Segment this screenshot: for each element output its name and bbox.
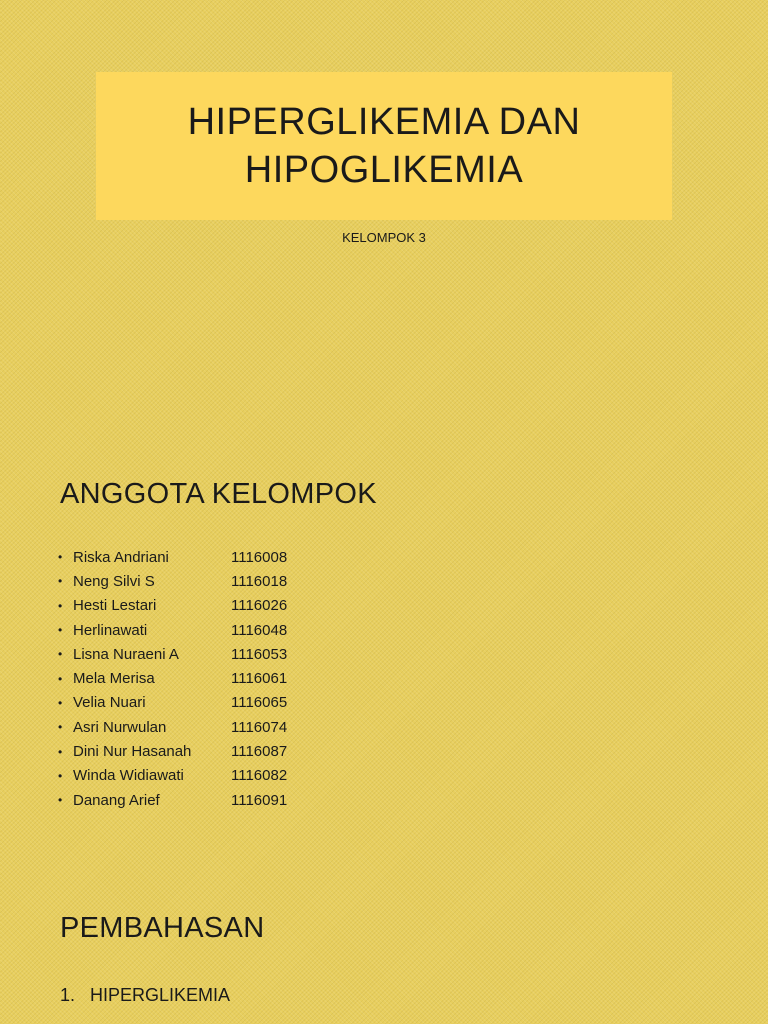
slide-subtitle: KELOMPOK 3 [342,230,426,245]
member-nim: 1116008 [231,548,288,566]
bullet: • [58,598,63,613]
slide-title: HIPERGLIKEMIA DAN HIPOGLIKEMIA [187,101,581,191]
member-nim: 1116065 [231,694,288,712]
member-nim: 1116053 [231,645,288,663]
member-name: Mela Merisa [73,670,155,688]
member-nim: 1116074 [231,718,288,736]
item-number: 1. [60,985,76,1005]
list-item [60,985,230,1006]
member-name: Danang Arief [73,791,160,809]
member-nim: 1116018 [231,572,288,590]
bullet: • [58,793,63,808]
list-item [58,715,311,739]
member-name: Neng Silvi S [73,572,155,590]
member-name: Winda Widiawati [73,767,184,785]
members-heading: ANGGOTA KELOMPOK [60,478,377,510]
list-item [58,788,311,812]
member-name: Riska Andriani [73,548,169,566]
bullet: • [58,695,63,710]
member-nim: 1116026 [231,597,288,615]
list-item [58,764,311,788]
bullet: • [58,550,63,565]
member-name: Hesti Lestari [73,597,157,615]
member-nim: 1116048 [231,621,288,639]
list-item [58,594,311,618]
list-item [58,691,311,715]
bullet: • [58,744,63,759]
list-item [58,545,311,569]
bullet: • [58,768,63,783]
member-nim: 1116082 [231,767,288,785]
member-nim: 1116091 [231,791,288,809]
list-item [58,739,311,763]
member-name: Dini Nur Hasanah [73,743,192,761]
member-name: Velia Nuari [73,694,146,712]
member-nim: 1116061 [231,670,288,688]
bullet: • [58,574,63,589]
bullet: • [58,647,63,662]
list-item [58,618,311,642]
members-list [58,545,311,812]
item-label: HIPERGLIKEMIA [90,985,231,1005]
list-item [58,642,311,666]
bullet: • [58,720,63,735]
title-box [96,72,672,220]
member-name: Herlinawati [73,621,148,639]
list-item [58,666,311,690]
member-nim: 1116087 [231,743,288,761]
member-name: Lisna Nuraeni A [73,645,179,663]
bullet: • [58,623,63,638]
member-name: Asri Nurwulan [73,718,167,736]
discussion-heading: PEMBAHASAN [60,912,265,944]
bullet: • [58,671,63,686]
list-item [58,569,311,593]
